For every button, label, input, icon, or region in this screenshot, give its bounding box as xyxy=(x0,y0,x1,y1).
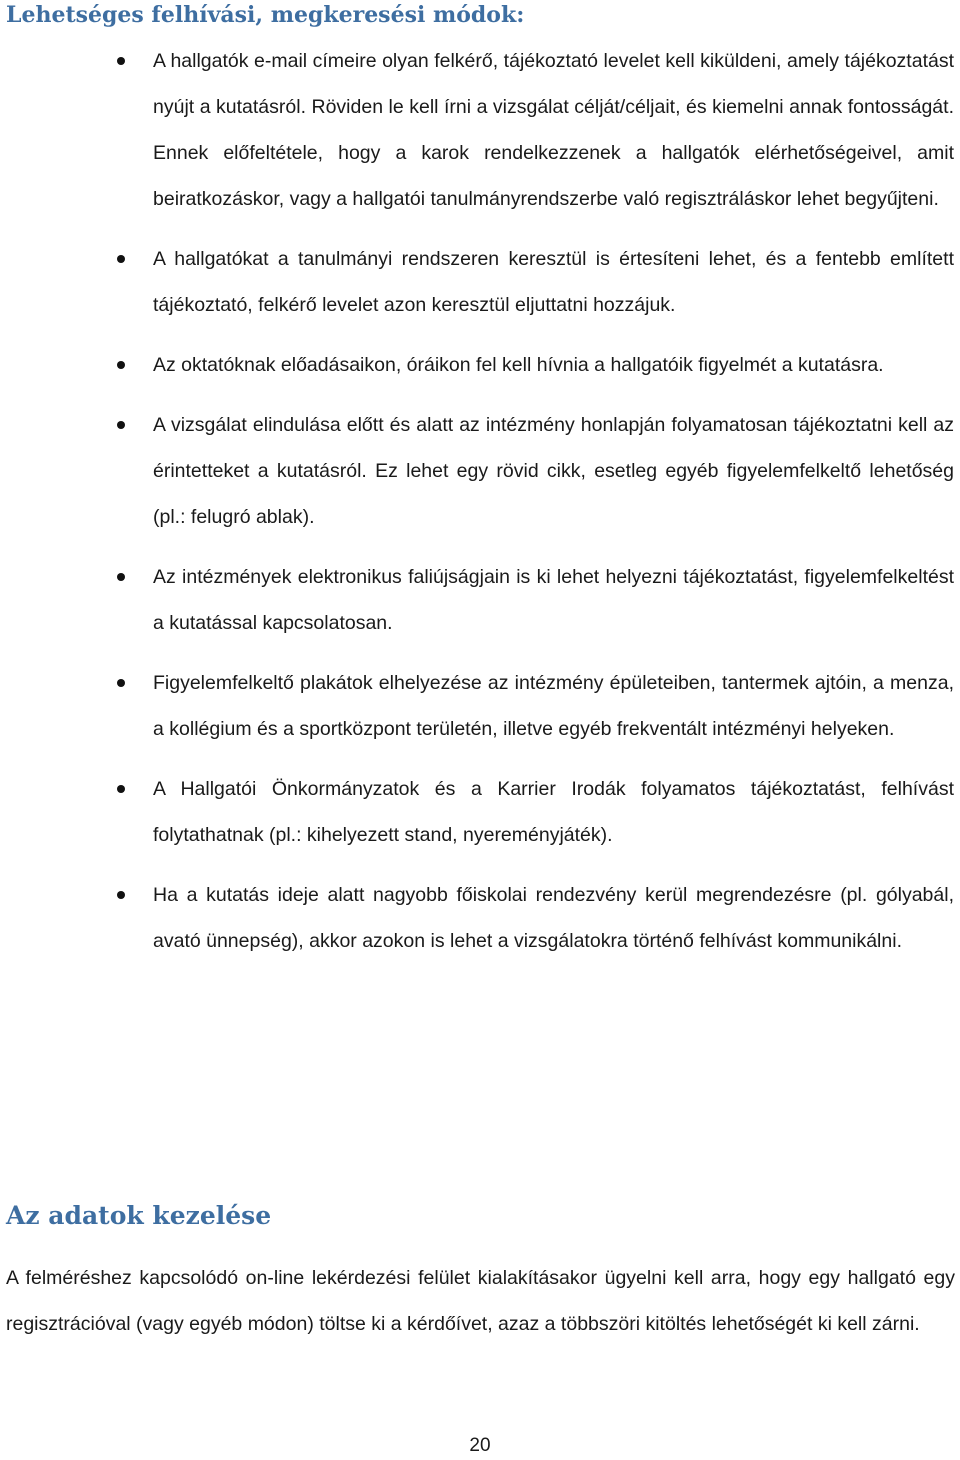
list-item xyxy=(0,38,960,222)
list-item-text: Figyelemfelkeltő plakátok elhelyezése az intézmény épületeiben, tantermek ajtóin, a menza, a kollégium és a sportközpont területén, illetve egyéb frekventált intézményi helyeken. xyxy=(153,672,954,740)
list-item xyxy=(0,660,960,752)
page-number: 20 xyxy=(469,1435,491,1456)
list-item xyxy=(0,766,960,858)
outreach-bullet-list xyxy=(0,38,960,978)
list-item xyxy=(0,236,960,328)
bullet-dot-icon xyxy=(117,361,125,369)
bullet-dot-icon xyxy=(117,785,125,793)
section-heading-data-handling: Az adatok kezelése xyxy=(6,1201,272,1230)
list-item-text: A Hallgatói Önkormányzatok és a Karrier Irodák folyamatos tájékoztatást, felhívást folytathatnak (pl.: kihelyezett stand, nyereményjáték). xyxy=(153,778,954,846)
bullet-dot-icon xyxy=(117,255,125,263)
list-item-text: Ha a kutatás ideje alatt nagyobb főiskolai rendezvény kerül megrendezésre (pl. gólyabál, avató ünnepség), akkor azokon is lehet a vizsgálatokra történő felhívást kommunikálni. xyxy=(153,884,954,952)
bullet-dot-icon xyxy=(117,573,125,581)
list-item xyxy=(0,554,960,646)
list-item-text: A vizsgálat elindulása előtt és alatt az intézmény honlapján folyamatosan tájékoztatni kell az érintetteket a kutatásról. Ez lehet egy rövid cikk, esetleg egyéb figyelemfelkeltő lehetőség (pl.: felugró ablak). xyxy=(153,414,954,528)
bullet-dot-icon xyxy=(117,57,125,65)
list-item xyxy=(0,342,960,388)
bullet-dot-icon xyxy=(117,679,125,687)
list-item-text: Az oktatóknak előadásaikon, óráikon fel kell hívnia a hallgatóik figyelmét a kutatásra. xyxy=(153,354,884,376)
section-heading-outreach: Lehetséges felhívási, megkeresési módok: xyxy=(6,2,525,28)
bullet-dot-icon xyxy=(117,421,125,429)
list-item-text: Az intézmények elektronikus faliújságjain is ki lehet helyezni tájékoztatást, figyelemfelkeltést a kutatással kapcsolatosan. xyxy=(153,566,954,634)
list-item-text: A hallgatókat a tanulmányi rendszeren keresztül is értesíteni lehet, és a fentebb említett tájékoztató, felkérő levelet azon keresztül eljuttatni hozzájuk. xyxy=(153,248,954,316)
data-handling-paragraph: A felméréshez kapcsolódó on-line lekérdezési felület kialakításakor ügyelni kell arra, hogy egy hallgató egy regisztrációval (vagy egyéb módon) töltse ki a kérdőívet, azaz a többszöri kitöltés lehetőségét ki kell zárni. xyxy=(6,1267,955,1335)
list-item xyxy=(0,872,960,964)
bullet-dot-icon xyxy=(117,891,125,899)
list-item xyxy=(0,402,960,540)
list-item-text: A hallgatók e-mail címeire olyan felkérő, tájékoztató levelet kell kiküldeni, amely tájékoztatást nyújt a kutatásról. Röviden le kell írni a vizsgálat célját/céljait, és kiemelni annak fontosságát. Ennek előfeltétele, hogy a karok rendelkezzenek a hallgatók elérhetőségeivel, amit beiratkozáskor, vagy a hallgatói tanulmányrendszerbe való regisztráláskor lehet begyűjteni. xyxy=(153,50,954,210)
